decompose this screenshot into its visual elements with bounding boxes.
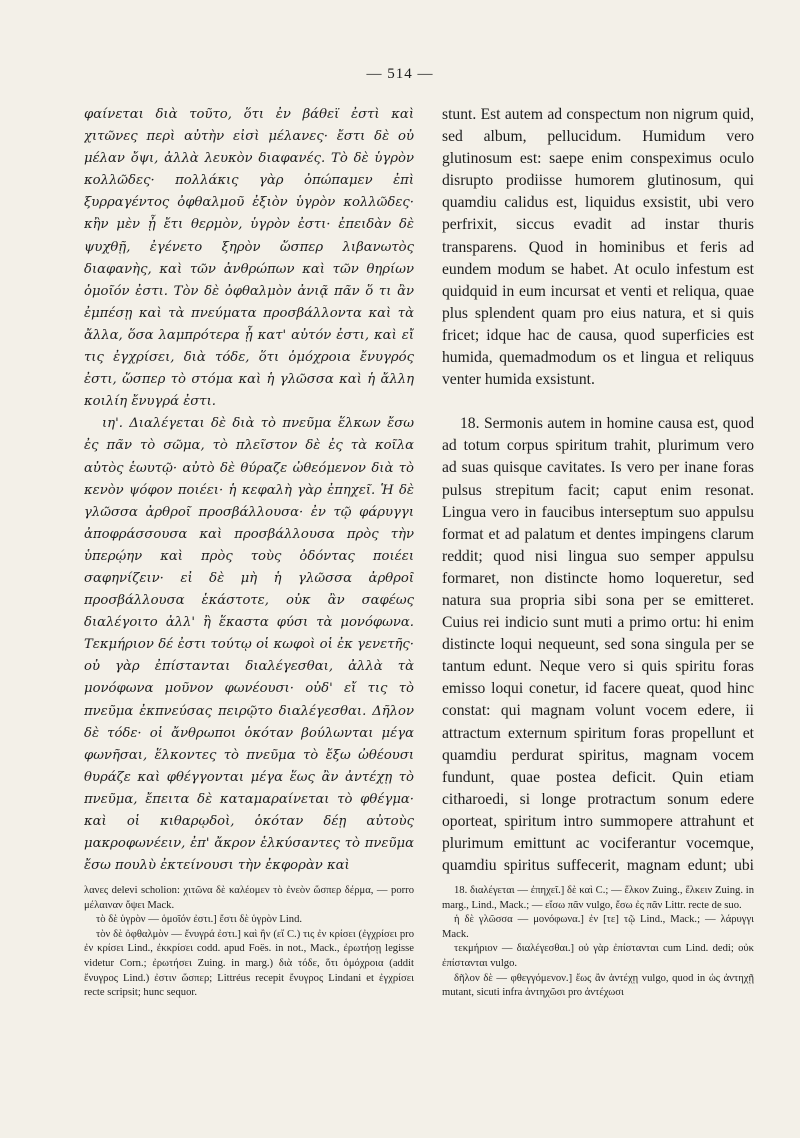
latin-text-column — [442, 104, 754, 874]
footnotes-left — [84, 884, 414, 1034]
footnote: δῆλον δὲ — φθεγγόμενον.] ἔως ἂν ἀντέχῃ vulgo, quod in ὡς ἀντηχῇ mutant, sicuti infra ἀντηχῶσι pro ἀντέχωσι — [442, 972, 754, 999]
greek-paragraph-1: φαίνεται διὰ τοῦτο, ὅτι ἐν βάθεϊ ἐστὶ καὶ χιτῶνες περὶ αὐτὴν εἰσὶ μέλανες· ἔστι δὲ οὐ μέλαν ὄψι, ἀλλὰ λευκὸν διαφανές. Τὸ δὲ ὑγρὸν κολλῶδες· πολλάκις γὰρ ὀπώπαμεν ἐπὶ ξυρραγέντος ὀφθαλμοῦ ἐξιὸν ὑγρὸν κολλῶδες· κἢν μὲν ᾖ ἔτι θερμὸν, ὑγρὸν ἐστι· ἐπειδὰν δὲ ψυχθῇ, ἐγένετο ξηρὸν ὥσπερ λιβανωτὸς διαφανὴς, καὶ τῶν ἀνθρώπων καὶ τῶν θηρίων ὁμοῖόν ἐστι. Τὸν δὲ ὀφθαλμὸν ἀνιᾷ πᾶν ὅ τι ἂν ἐμπέσῃ καὶ τὰ πνεύματα προσβάλλοντα καὶ τὰ ἄλλα, ὅσα λαμπρότερα ᾖ κατ' αὐτόν ἐστι, καὶ εἴ τις ἐγχρίσει, διὰ τόδε, ὅτι ὁμόχροια ἔνυγρός ἐστι, ὥσπερ τὸ στόμα καὶ ἡ γλῶσσα καὶ ἡ ἄλλη κοιλίη ἔνυγρά ἐστι. — [84, 107, 414, 410]
latin-paragraph-2: 18. Sermonis autem in homine causa est, quod ad totum corpus spiritum trahit, plurimum vero ad suas quisque cavitates. Is vero per inane foras pulsus strepitum facit; caput enim resonat. Lingua vero in faucibus interseptum suo appulsu format et ad palatum et dentes impingens clarum reddit; quod nisi lingua suo semper appulsu formaret, non distincte homo loqueretur, sed natura sua propria sibi sona per se emitteret. Cuius rei indicio sunt muti a primo ortu: hi enim distincte loqui nequeunt, sed sona singula per se tantum edunt. Neque vero si quis spiritu foras emisso loqui conetur, id facere queat, quod hinc constat: qui magnam volunt vocem edere, ii attractum externum spiritum foras propellunt et quamdiu perdurat spiritus, magnam vocem fundunt, quae postea deficit. Quin etiam citharoedi, si longe protractum sonum edere oporteat, spiritum intro summopere attrahunt et plurimum emittunt ac vociferantur vocemque, quamdiu spiritus suffecerit, magnam edunt; ubi — [442, 415, 754, 874]
paragraph-gap — [442, 391, 754, 413]
greek-paragraph-2: ιη'. Διαλέγεται δὲ διὰ τὸ πνεῦμα ἕλκων ἔσω ἐς πᾶν τὸ σῶμα, τὸ πλεῖστον δὲ ἐς τὰ κοῖλα αὐτὸς ἑωυτῷ· αὐτὸ δὲ θύραζε ὠθεόμενον διὰ τὸ κενὸν ψόφον ποιέει· ἡ κεφαλὴ γὰρ ἐπηχεῖ. Ἡ δὲ γλῶσσα ἀρθροῖ προσβάλλουσα· ἐν τῷ φάρυγγι ἀποφράσσουσα καὶ προσβάλλουσα πρὸς τὴν ὑπερῴην καὶ πρὸς τοὺς ὀδόντας ποιέει σαφηνίζειν· εἰ δὲ μὴ ἡ γλῶσσα ἀρθροῖ προσβάλλουσα ἑκάστοτε, οὐκ ἂν σαφέως διαλέγοιτο ἀλλ' ἢ ἕκαστα φύσι τὰ μονόφωνα. Τεκμήριον δέ ἐστι τούτῳ οἱ κωφοὶ οἱ ἐκ γενετῆς· οὐ γὰρ ἐπίστανται διαλέγεσθαι, ἀλλὰ τὰ μονόφωνα μοῦνον φωνέουσι· οὐδ' εἴ τις τὸ πνεῦμα ἐκπνεύσας πειρῷτο διαλέγεσθαι. Δῆλον δὲ τόδε· οἱ ἄνθρωποι ὁκόταν βούλωνται μέγα φωνῆσαι, ἕλκοντες τὸ πνεῦμα τὸ ἔξω ὠθέουσι θυράζε καὶ φθέγγονται μέγα ἕως ἂν ἀντέχῃ τὸ πνεῦμα, ἔπειτα δὲ καταμαραίνεται τὸ φθέγμα· καὶ οἱ κιθαρῳδοὶ, ὁκόταν δέῃ αὐτοὺς μακροφωνέειν, ἐπ' ἄκρον ἑλκύσαντες τὸ πνεῦμα ἔσω πουλὺ ἐκτείνουσι τὴν ἐκφορὰν καὶ — [84, 416, 414, 874]
footnote: τὸ δὲ ὑγρὸν — ὁμοῖόν ἐστι.] ἔστι δὲ ὑγρὸν Lind. — [96, 914, 303, 926]
footnote: 18. διαλέγεται — ἐπηχεῖ.] δὲ καὶ C.; — ἕλκον Zuing., ἕλκειν Zuing. in marg., Lind., Mack.; — εἴσω πᾶν vulgo, ἔσω ἐς πᾶν Littr. recte de suo. — [442, 885, 754, 911]
footnote: ἡ δὲ γλῶσσα — μονόφωνα.] ἐν [τε] τῷ Lind., Mack.; — λάρυγγι Mack. — [442, 914, 754, 940]
latin-paragraph-1: stunt. Est autem ad conspectum non nigrum quid, sed album, pellucidum. Humidum vero glutinosum est: saepe enim conspeximus oculo disrupto prodiisse humorem glutinosum, qui quamdiu calidus est, liquidus exsistit, ubi vero perfrixit, siccus evadit ad instar thuris transparens. Quod in hominibus et feris ad eundem modum se habet. At oculo infestum est quidquid in eum incursat et venti et reliqua, quae plus splendent quam pro eius natura, et si quis fricet; idque hac de causa, quod superficies est humida, quemadmodum os et lingua et reliquus venter humida exsistunt. — [442, 106, 754, 389]
footnotes-right — [442, 884, 754, 1034]
page-number: — 514 — — [366, 66, 434, 82]
footnote: λανες delevi scholion: χιτῶνα δὲ καλέομεν τὸ ἐνεὸν ὥσπερ δέρμα, — porro μέλαιναν ὄψει Mack. — [84, 885, 414, 911]
greek-text-column — [84, 104, 414, 874]
footnote: τὸν δὲ ὀφθαλμὸν — ἔνυγρά ἐστι.] καὶ ἢν (εἴ C.) τις ἐν κρίσει (ἐγχρίσει pro ἐν κρίσει Lind., ἐκκρίσει codd. apud Foës. in not., Mack., ἐρωτήσῃ legisse videtur Corn.; ἐρωτήσει Zuing. in marg.) διὰ τόδε, ὅτι ὁμόχροια (addit ἔνυγρος Lind.) ἐστιν ὥσπερ; Littréus recepit ἔνυγρος Lindani et ἐγχρίσει recte scripsit; hunc sequor. — [84, 928, 414, 999]
footnote: τεκμήριον — διαλέγεσθαι.] οὐ γὰρ ἐπίστανται cum Lind. dedi; οὐκ ἐπίστανται vulgo. — [442, 943, 754, 969]
